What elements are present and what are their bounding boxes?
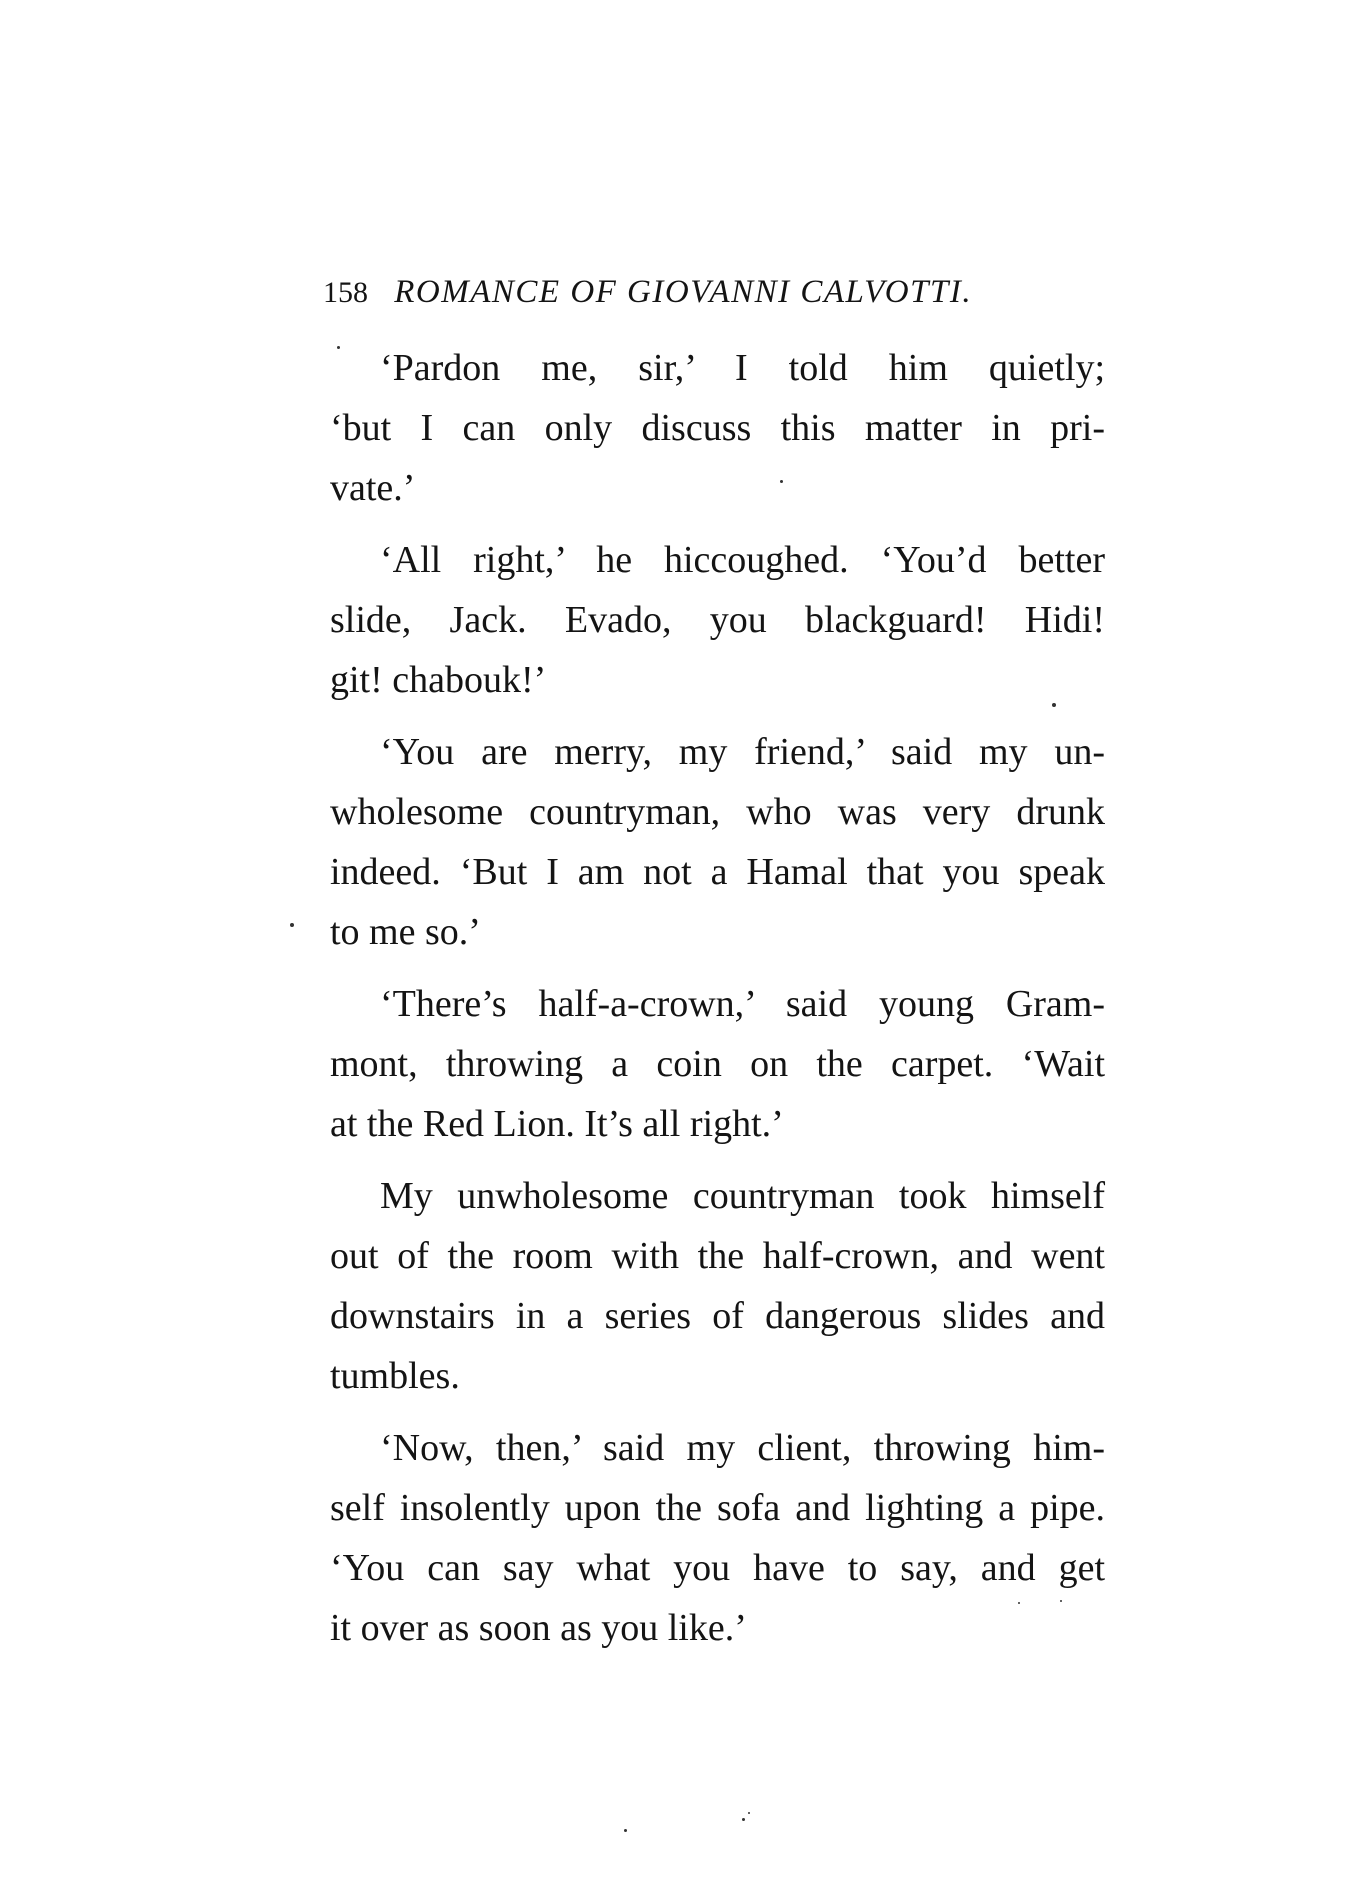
text-line: to me so.’ [330,911,481,953]
text-line: vate.’ [330,467,416,509]
text-line: My unwholesome countryman took himself [380,1175,1105,1217]
text-line: ‘but I can only discuss this matter in pri- [330,407,1105,449]
scan-speck [1018,1602,1020,1604]
text-line: ‘You are merry, my friend,’ said my un- [380,731,1105,773]
text-line: at the Red Lion. It’s all right.’ [330,1103,784,1145]
text-line: ‘Now, then,’ said my client, throwing him- [380,1427,1105,1469]
running-header [323,272,1123,312]
scan-speck [337,346,340,349]
body-text [330,338,1105,1670]
text-line: ‘All right,’ he hiccoughed. ‘You’d better [380,539,1105,581]
paragraph [330,530,1105,710]
scan-speck [290,923,294,927]
page-number: 158 [323,276,368,309]
scan-speck [780,480,783,483]
scan-speck [748,1812,750,1814]
text-line: wholesome countryman, who was very drunk [330,791,1105,833]
paragraph [330,338,1105,518]
text-line: ‘You can say what you have to say, and get [330,1547,1105,1589]
scan-speck [742,1818,745,1821]
text-line: it over as soon as you like.’ [330,1607,747,1649]
scan-speck [624,1829,627,1832]
text-line: downstairs in a series of dangerous slides and [330,1295,1105,1337]
text-line: self insolently upon the sofa and lighting a pipe. [330,1487,1105,1529]
text-line: mont, throwing a coin on the carpet. ‘Wait [330,1043,1105,1085]
scan-speck [1052,703,1056,707]
paragraph [330,722,1105,962]
text-line: git! chabouk!’ [330,659,547,701]
text-line: indeed. ‘But I am not a Hamal that you speak [330,851,1105,893]
text-line: ‘There’s half-a-crown,’ said young Gram- [380,983,1105,1025]
running-title: ROMANCE OF GIOVANNI CALVOTTI. [394,274,973,310]
paragraph [330,1166,1105,1406]
text-line: out of the room with the half-crown, and went [330,1235,1105,1277]
text-line: tumbles. [330,1355,460,1397]
text-line: slide, Jack. Evado, you blackguard! Hidi! [330,599,1105,641]
text-line: ‘Pardon me, sir,’ I told him quietly; [380,347,1105,389]
paragraph [330,1418,1105,1658]
paragraph [330,974,1105,1154]
scan-speck [1060,1600,1062,1602]
